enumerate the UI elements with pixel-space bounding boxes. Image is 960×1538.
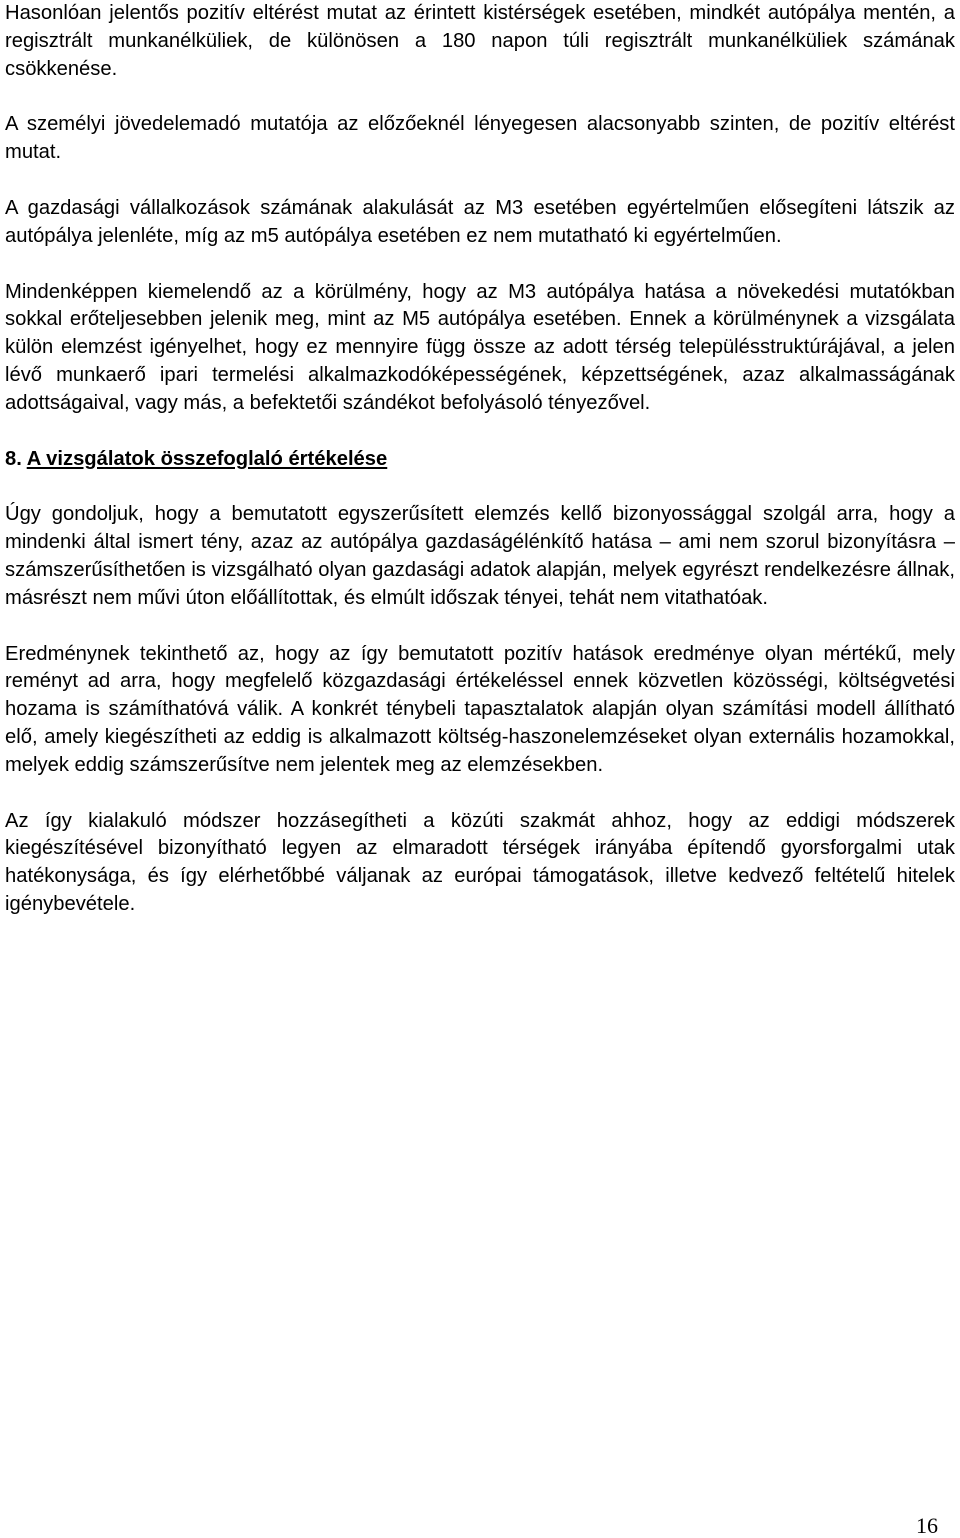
document-page	[5, 0, 955, 947]
paragraph-summary-1: Úgy gondoljuk, hogy a bemutatott egyszerűsített elemzés kellő bizonyossággal szolgál arra, hogy a mindenki által ismert tény, azaz az autópálya gazdaságélénkítő hatása – ami nem szorul bizonyításra – számszerűsíthetően is vizsgálható olyan gazdasági adatok alapján, melyek egyrészt rendelkezésre állnak, másrészt nem művi úton előállítottak, és elmúlt időszak tényei, tehát nem vitathatóak.	[5, 503, 955, 609]
paragraph-summary-2: Eredménynek tekinthető az, hogy az így bemutatott pozitív hatások eredménye olyan mértékű, mely reményt ad arra, hogy megfelelő közgazdasági értékeléssel ennek közvetlen közösségi, költségvetési hozama is számíthatóvá válik. A konkrét ténybeli tapasztalatok alapján olyan számítási modell állítható elő, amely kiegészítheti az eddig is alkalmazott költség-haszonelemzéseket olyan externális hozamokkal, melyek eddig számszerűsítve nem jelentek meg az elemzésekben.	[5, 642, 955, 776]
paragraph-income-tax: A személyi jövedelemadó mutatója az előzőeknél lényegesen alacsonyabb szinten, de pozitív eltérést mutat.	[5, 113, 955, 164]
paragraph-summary-3: Az így kialakuló módszer hozzásegítheti a közúti szakmát ahhoz, hogy az eddigi módszerek kiegészítésével bizonyítható legyen az elmaradott térségek irányába építendő gyorsforgalmi utak hatékonysága, és így elérhetőbbé váljanak az európai támogatások, illetve kedvező feltételű hitelek igénybevétele.	[5, 809, 955, 915]
paragraph-enterprises: A gazdasági vállalkozások számának alakulását az M3 esetében egyértelműen elősegíteni látszik az autópálya jelenléte, míg az m5 autópálya esetében ez nem mutatható ki egyértelműen.	[5, 196, 955, 247]
paragraph-unemployment: Hasonlóan jelentős pozitív eltérést mutat az érintett kistérségek esetében, mindkét autópálya mentén, a regisztrált munkanélküliek, de különösen a 180 napon túli regisztrált munkanélküliek számának csökkenése.	[5, 2, 955, 80]
section-number: 8.	[5, 447, 22, 470]
section-heading	[5, 446, 955, 474]
section-title: A vizsgálatok összefoglaló értékelése	[26, 447, 388, 470]
page-number: 16	[916, 1513, 938, 1538]
paragraph-m3-impact: Mindenképpen kiemelendő az a körülmény, hogy az M3 autópálya hatása a növekedési mutatókban sokkal erőteljesebben jelenik meg, mint az M5 autópálya esetében. Ennek a körülménynek a vizsgálata külön elemzést igényelhet, hogy ez mennyire függ össze az adott térség településstruktúrájával, a jelen lévő munkaerő ipari termelési alkalmazkodóképességének, képzettségének, azaz alkalmasságának adottságaival, vagy más, a befektetői szándékot befolyásoló tényezővel.	[5, 280, 955, 414]
